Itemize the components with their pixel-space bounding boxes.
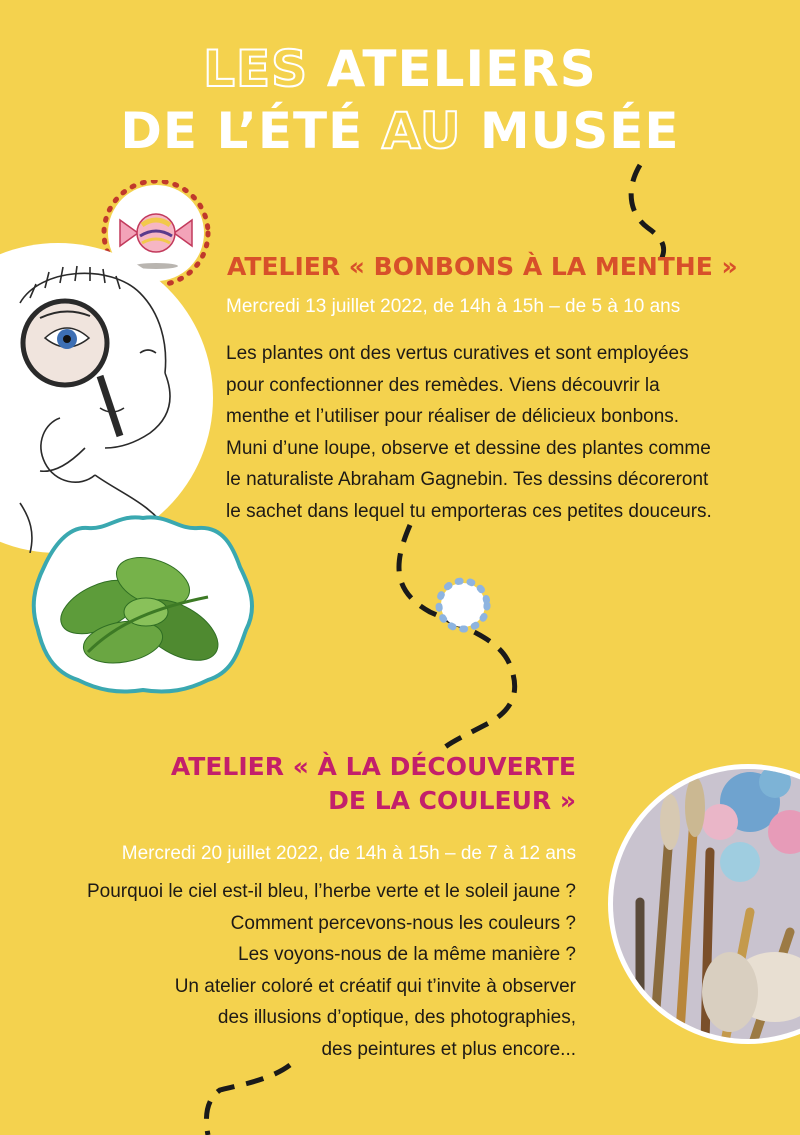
page-title — [0, 38, 800, 162]
atelier1-line: menthe et l’utiliser pour réaliser de délicieux bonbons. — [226, 406, 680, 427]
title-ateliers: ATELIERS — [326, 40, 597, 98]
dotted-circle-decoration — [432, 574, 494, 636]
title-line-2 — [0, 100, 800, 162]
atelier1-line: le naturaliste Abraham Gagnebin. Tes dessins décoreront — [226, 469, 709, 490]
atelier1-line: Muni d’une loupe, observe et dessine des plantes comme — [226, 437, 711, 459]
title-musee: MUSÉE — [479, 102, 680, 160]
paintbrushes-image — [600, 762, 800, 1047]
atelier1-line: Les plantes ont des vertus curatives et sont employées — [226, 343, 689, 364]
title-de-lete: DE L’ÉTÉ — [120, 102, 364, 160]
title-les: LES — [203, 40, 309, 98]
child-magnifier-illustration — [0, 243, 215, 553]
atelier1-line: pour confectionner des remèdes. Viens découvrir la — [226, 374, 660, 396]
atelier2-line: des illusions d’optique, des photographies, — [217, 1007, 576, 1028]
atelier2-heading-line1: ATELIER « À LA DÉCOUVERTE — [170, 752, 576, 781]
atelier2-description — [10, 876, 576, 1065]
atelier2-heading-line2: DE LA COULEUR » — [328, 786, 576, 815]
title-au: AU — [381, 102, 462, 160]
atelier2-heading — [40, 750, 576, 818]
atelier1-description — [226, 338, 791, 527]
atelier1-heading: ATELIER « BONBONS À LA MENTHE » — [227, 252, 738, 281]
mint-leaves-image — [28, 512, 258, 697]
atelier2-line: Les voyons-nous de la même manière ? — [238, 944, 576, 965]
atelier2-line: des peintures et plus encore... — [321, 1038, 576, 1060]
atelier1-line: le sachet dans lequel tu emporteras ces petites douceurs. — [226, 500, 712, 522]
atelier2-date: Mercredi 20 juillet 2022, de 14h à 15h – de 7 à 12 ans — [121, 843, 576, 864]
atelier2-line: Pourquoi le ciel est-il bleu, l’herbe verte et le soleil jaune ? — [87, 881, 576, 902]
atelier1-date: Mercredi 13 juillet 2022, de 14h à 15h – de 5 à 10 ans — [226, 296, 681, 317]
title-line-1 — [0, 38, 800, 100]
atelier2-line: Comment percevons-nous les couleurs ? — [230, 912, 576, 934]
atelier2-line: Un atelier coloré et créatif qui t’invite à observer — [174, 975, 576, 997]
